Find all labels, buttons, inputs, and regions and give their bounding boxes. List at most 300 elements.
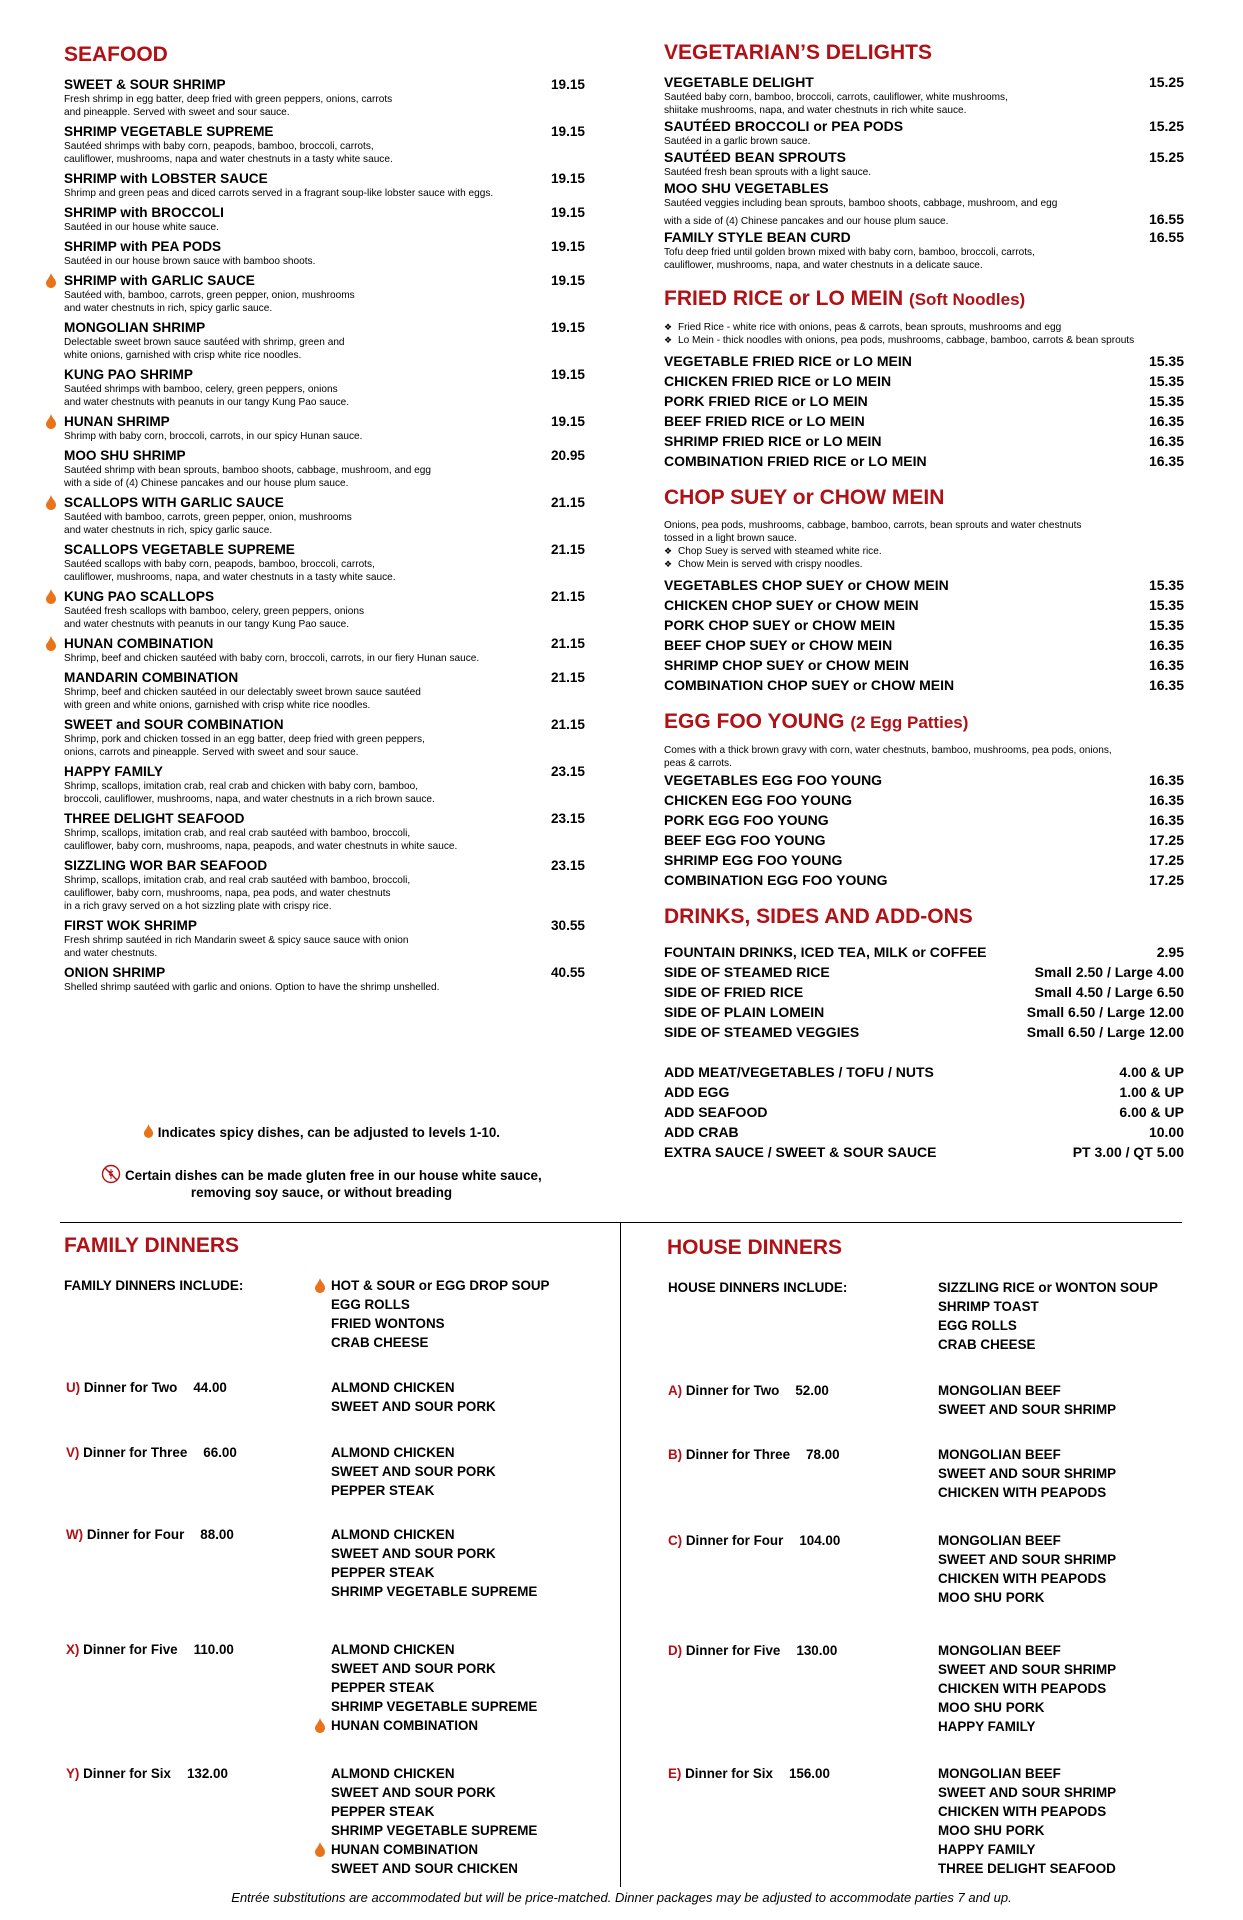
menu-item-name: SAUTÉED BEAN SPROUTS — [664, 149, 847, 165]
menu-item-name: BEEF EGG FOO YOUNG — [664, 832, 826, 848]
menu-item-name: MOO SHU SHRIMP — [64, 448, 186, 463]
section-divider-horizontal — [60, 1222, 1182, 1223]
menu-item-description: Sautéed shrimps with baby corn, peapods, bamboo, broccoli, carrots, cauliflower, mushrooms, napa and water chestnuts in a tasty white sauce. — [64, 141, 393, 165]
dinner-price: 156.00 — [788, 1766, 830, 1781]
menu-item-description: Sautéed veggies including bean sprouts, bamboo shoots, cabbage, mushroom, and egg — [664, 198, 1058, 209]
menu-item-description: Sautéed in our house brown sauce with bamboo shoots. — [64, 256, 316, 267]
menu-item-price: Small 4.50 / Large 6.50 — [1034, 984, 1184, 1000]
menu-item-name: SIDE OF FRIED RICE — [664, 984, 804, 1000]
dinner-include-item: CRAB CHEESE — [938, 1337, 1036, 1352]
menu-item-price: 21.15 — [550, 717, 585, 732]
dinner-dish: SWEET AND SOUR PORK — [331, 1661, 496, 1676]
menu-item-row — [64, 319, 585, 336]
menu-item — [64, 238, 585, 268]
menu-item-price: 15.35 — [1148, 597, 1184, 613]
chop-suey-section — [664, 485, 1184, 695]
dinner-include-item: FRIED WONTONS — [331, 1316, 445, 1331]
menu-item-row — [64, 170, 585, 187]
menu-item-price: Small 6.50 / Large 12.00 — [1026, 1004, 1184, 1020]
menu-item-description: Sautéed with bamboo, carrots, green pepper, onion, mushrooms and water chestnuts in rich, spicy garlic sauce. — [64, 512, 352, 536]
dinner-label: Dinner for Six — [83, 1766, 171, 1781]
egg-foo-young-heading: EGG FOO YOUNG (2 Egg Patties) — [664, 710, 969, 733]
menu-item-row — [64, 763, 585, 780]
menu-item-description: Shrimp with baby corn, broccoli, carrots, in our spicy Hunan sauce. — [64, 431, 363, 442]
menu-item — [64, 204, 585, 234]
dinner-dish: SWEET AND SOUR PORK — [331, 1464, 496, 1479]
menu-item-price: 15.25 — [1148, 118, 1184, 134]
menu-item-row — [664, 575, 1184, 595]
menu-item — [664, 1102, 1184, 1122]
dinner-dish: MONGOLIAN BEEF — [938, 1766, 1061, 1781]
menu-item — [664, 870, 1184, 890]
egg-foo-young-section — [664, 709, 1184, 890]
menu-item-name: VEGETABLE FRIED RICE or LO MEIN — [664, 353, 912, 369]
menu-item — [664, 229, 1184, 272]
menu-item — [64, 366, 585, 409]
dinner-dish: SWEET AND SOUR SHRIMP — [938, 1402, 1117, 1417]
dinner-include-item: SHRIMP TOAST — [938, 1299, 1039, 1314]
dinner-dish: CHICKEN WITH PEAPODS — [938, 1804, 1107, 1819]
menu-item-name: EXTRA SAUCE / SWEET & SOUR SAUCE — [664, 1144, 937, 1160]
dinner-letter: U) — [66, 1380, 81, 1395]
dinner-dish: MONGOLIAN BEEF — [938, 1383, 1061, 1398]
menu-item-price: 30.55 — [550, 918, 585, 933]
note-bullet: ❖ Chow Mein is served with crispy noodles. — [664, 558, 1184, 571]
menu-item-price: 6.00 & UP — [1119, 1104, 1184, 1120]
menu-item-row — [664, 351, 1184, 371]
dinner-label: Dinner for Six — [685, 1766, 773, 1781]
dinner-dish: ALMOND CHICKEN — [331, 1380, 455, 1395]
menu-item-name: ONION SHRIMP — [64, 965, 166, 980]
note-bullet: ❖ Lo Mein - thick noodles with onions, pea pods, mushrooms, cabbage, bamboo, carrots & bean sprouts — [664, 334, 1184, 347]
dinner-dish: MOO SHU PORK — [938, 1590, 1045, 1605]
menu-item — [664, 942, 1184, 962]
house-dinners-include-label: HOUSE DINNERS INCLUDE: — [668, 1280, 848, 1295]
dinner-letter: C) — [668, 1533, 683, 1548]
menu-item — [64, 413, 585, 443]
dinner-price: 110.00 — [193, 1642, 234, 1657]
menu-item-name: BEEF CHOP SUEY or CHOW MEIN — [664, 637, 893, 653]
chop-suey-list — [664, 575, 1184, 695]
menu-item — [664, 615, 1184, 635]
right-column — [664, 40, 1184, 1162]
menu-item-row — [664, 180, 1184, 197]
menu-item — [64, 272, 585, 315]
addons-list — [664, 1062, 1184, 1162]
menu-item-row — [64, 272, 585, 289]
menu-item-name: CHICKEN FRIED RICE or LO MEIN — [664, 373, 892, 389]
dinner-include-item: SIZZLING RICE or WONTON SOUP — [938, 1280, 1158, 1295]
menu-item-row — [664, 790, 1184, 810]
gluten-legend-line1: Certain dishes can be made gluten free in our house white sauce, — [125, 1168, 542, 1183]
menu-item — [664, 1002, 1184, 1022]
menu-item-price: 15.25 — [1148, 149, 1184, 165]
dinner-package-label — [668, 1641, 837, 1660]
menu-item-row — [664, 451, 1184, 471]
menu-item-row — [664, 942, 1184, 962]
dinner-dish: MONGOLIAN BEEF — [938, 1533, 1061, 1548]
menu-item-price: 19.15 — [550, 367, 585, 382]
menu-item — [664, 982, 1184, 1002]
menu-item-description: Fresh shrimp in egg batter, deep fried with green peppers, onions, carrots and pineapple. Served with sweet and sour sauce. — [64, 94, 393, 118]
menu-item-price: 2.95 — [1156, 944, 1184, 960]
menu-item — [664, 371, 1184, 391]
menu-item-row — [64, 857, 585, 874]
menu-item — [664, 391, 1184, 411]
spicy-icon — [45, 414, 57, 429]
menu-item-name: MONGOLIAN SHRIMP — [64, 320, 206, 335]
dinner-price: 130.00 — [796, 1643, 838, 1658]
drinks-section — [664, 904, 1184, 1162]
menu-item — [664, 810, 1184, 830]
menu-item-description: Delectable sweet brown sauce sautéed with shrimp, green and white onions, garnished with crisp white rice noodles. — [64, 337, 345, 361]
menu-item — [664, 595, 1184, 615]
dinner-price: 132.00 — [186, 1766, 228, 1781]
menu-item-name: SHRIMP with LOBSTER SAUCE — [64, 171, 268, 186]
menu-item-row — [664, 982, 1184, 1002]
menu-item — [664, 351, 1184, 371]
dinner-dish: SHRIMP VEGETABLE SUPREME — [331, 1823, 538, 1838]
menu-item-name: SHRIMP FRIED RICE or LO MEIN — [664, 433, 882, 449]
menu-item-row — [664, 74, 1184, 91]
menu-item — [664, 1082, 1184, 1102]
dinner-dish: ALMOND CHICKEN — [331, 1445, 455, 1460]
menu-item — [664, 1022, 1184, 1042]
menu-item-name: CHICKEN EGG FOO YOUNG — [664, 792, 852, 808]
menu-item-price: 15.35 — [1148, 353, 1184, 369]
menu-item — [664, 962, 1184, 982]
house-dinners-heading: HOUSE DINNERS — [667, 1236, 843, 1259]
dinner-dish: SHRIMP VEGETABLE SUPREME — [331, 1699, 538, 1714]
dinner-price: 52.00 — [795, 1383, 829, 1398]
menu-item-name: SWEET & SOUR SHRIMP — [64, 77, 226, 92]
menu-item — [664, 118, 1184, 148]
menu-item-row — [664, 595, 1184, 615]
menu-item-row — [664, 770, 1184, 790]
menu-item — [64, 857, 585, 913]
menu-item-price: 16.35 — [1148, 453, 1184, 469]
menu-item-description: Sautéed scallops with baby corn, peapods, bamboo, broccoli, carrots, cauliflower, mushrooms, napa, and water chestnuts in a tasty white sauce. — [64, 559, 396, 583]
menu-item-row — [64, 964, 585, 981]
menu-item-description: Sautéed shrimps with bamboo, celery, green peppers, onions and water chestnuts with peanuts in our tangy Kung Pao sauce. — [64, 384, 350, 408]
dinner-dish: SWEET AND SOUR CHICKEN — [331, 1861, 518, 1876]
dinner-dish: CHICKEN WITH PEAPODS — [938, 1485, 1107, 1500]
menu-item-row — [64, 716, 585, 733]
dinner-dish: PEPPER STEAK — [331, 1483, 435, 1498]
dinner-letter: E) — [668, 1766, 682, 1781]
menu-item-name: HUNAN COMBINATION — [64, 635, 213, 652]
dinner-letter: V) — [66, 1445, 80, 1460]
seafood-list — [64, 76, 585, 994]
menu-item-row — [664, 371, 1184, 391]
menu-item-price: 23.15 — [550, 811, 585, 826]
menu-item-row — [64, 588, 585, 605]
footer-note: Entrée substitutions are accommodated but will be price-matched. Dinner packages may be adjusted to accommodate parties 7 and up. — [231, 1890, 1012, 1905]
dinner-dishes-list — [938, 1764, 1116, 1878]
menu-item-price: 23.15 — [550, 764, 585, 779]
menu-item — [64, 810, 585, 853]
menu-item-price: 4.00 & UP — [1119, 1064, 1184, 1080]
dinner-dish: SWEET AND SOUR PORK — [331, 1785, 496, 1800]
menu-item-name: KUNG PAO SCALLOPS — [64, 588, 214, 605]
menu-item-name: FOUNTAIN DRINKS, ICED TEA, MILK or COFFEE — [664, 944, 987, 960]
menu-item-price: 17.25 — [1148, 852, 1184, 868]
menu-item-row — [664, 118, 1184, 135]
dinner-package-label — [66, 1764, 228, 1783]
spicy-legend — [64, 1124, 579, 1141]
menu-item-description: Fresh shrimp sautéed in rich Mandarin sweet & spicy sauce sauce with onion and water chestnuts. — [64, 935, 409, 959]
menu-item-row — [664, 1022, 1184, 1042]
menu-item-price: 17.25 — [1148, 872, 1184, 888]
spicy-icon — [143, 1125, 158, 1140]
dinner-dish: ALMOND CHICKEN — [331, 1766, 455, 1781]
menu-item-row — [664, 1142, 1184, 1162]
menu-item-price: Small 6.50 / Large 12.00 — [1026, 1024, 1184, 1040]
menu-item — [664, 1142, 1184, 1162]
menu-item-name: SHRIMP with GARLIC SAUCE — [64, 272, 255, 289]
menu-item-row — [664, 810, 1184, 830]
menu-item-description: Shrimp and green peas and diced carrots served in a fragrant soup-like lobster sauce with eggs. — [64, 188, 494, 199]
dinner-dish: SWEET AND SOUR PORK — [331, 1546, 496, 1561]
menu-item-price: 10.00 — [1148, 1124, 1184, 1140]
menu-item-price: 21.15 — [550, 636, 585, 651]
dinner-label: Dinner for Five — [83, 1642, 178, 1657]
menu-item-name: SIDE OF STEAMED VEGGIES — [664, 1024, 860, 1040]
menu-item-name: CHICKEN CHOP SUEY or CHOW MEIN — [664, 597, 919, 613]
dinner-label: Dinner for Three — [685, 1447, 791, 1462]
dinner-label: Dinner for Two — [685, 1383, 780, 1398]
menu-item-row — [664, 635, 1184, 655]
dinner-includes-list — [938, 1278, 1158, 1354]
menu-item — [664, 1062, 1184, 1082]
menu-item-price: 16.55 — [1148, 229, 1184, 245]
menu-item-name: VEGETABLE DELIGHT — [664, 74, 814, 90]
dinner-dish: ALMOND CHICKEN — [331, 1527, 455, 1542]
menu-item-price: 16.35 — [1148, 792, 1184, 808]
menu-item-price: 15.35 — [1148, 373, 1184, 389]
dinner-package-label — [668, 1531, 840, 1550]
spicy-icon — [314, 1842, 326, 1857]
menu-item-price: 17.25 — [1148, 832, 1184, 848]
menu-item — [664, 770, 1184, 790]
menu-item — [64, 917, 585, 960]
menu-item-name: THREE DELIGHT SEAFOOD — [64, 811, 245, 826]
menu-item-name: ADD MEAT/VEGETABLES / TOFU / NUTS — [664, 1064, 934, 1080]
dinner-include-item: EGG ROLLS — [331, 1297, 410, 1312]
menu-item-price: 16.35 — [1148, 413, 1184, 429]
menu-item — [664, 635, 1184, 655]
menu-item-price: 21.15 — [550, 589, 585, 604]
dinner-dishes-list — [938, 1445, 1116, 1502]
menu-item-description: Shelled shrimp sautéed with garlic and onions. Option to have the shrimp unshelled. — [64, 982, 440, 993]
dinner-label: Dinner for Five — [685, 1643, 781, 1658]
menu-item-name: VEGETABLES EGG FOO YOUNG — [664, 772, 883, 788]
vegetarian-section — [664, 40, 1184, 272]
dinner-letter: B) — [668, 1447, 683, 1462]
dinner-package-label — [668, 1381, 829, 1400]
vegetarian-heading: VEGETARIAN’S DELIGHTS — [664, 41, 932, 64]
menu-item-name: SHRIMP with PEA PODS — [64, 239, 222, 254]
menu-item-name: HAPPY FAMILY — [64, 764, 163, 779]
menu-item-price: 19.15 — [550, 239, 585, 254]
spicy-icon — [314, 1718, 326, 1733]
spicy-icon — [45, 636, 57, 651]
menu-item — [64, 76, 585, 119]
drinks-list — [664, 942, 1184, 1042]
menu-item-name: PORK CHOP SUEY or CHOW MEIN — [664, 617, 896, 633]
menu-item-description: Shrimp, scallops, imitation crab, real crab and chicken with baby corn, bamboo, broccoli, cauliflower, mushrooms, napa, and water chestnuts in a rich brown sauce. — [64, 781, 435, 805]
menu-item-price: PT 3.00 / QT 5.00 — [1072, 1144, 1184, 1160]
dinner-dish: MOO SHU PORK — [938, 1823, 1045, 1838]
egg-foo-young-desc: Comes with a thick brown gravy with corn, water chestnuts, bamboo, mushrooms, pea pods, onions, peas & carrots. — [664, 745, 1112, 769]
menu-item-price: 21.15 — [550, 670, 585, 685]
dinner-dishes-list — [331, 1640, 537, 1735]
menu-item-name: SCALLOPS VEGETABLE SUPREME — [64, 542, 295, 557]
dinner-price: 44.00 — [193, 1380, 227, 1395]
menu-item-description: Shrimp, pork and chicken tossed in an egg batter, deep fried with green peppers, onions, carrots and pineapple. Served with sweet and sour sauce. — [64, 734, 425, 758]
menu-item-name: SAUTÉED BROCCOLI or PEA PODS — [664, 118, 904, 134]
menu-item-price: Small 2.50 / Large 4.00 — [1034, 964, 1184, 980]
menu-item-row — [664, 850, 1184, 870]
menu-item-name: SIDE OF PLAIN LOMEIN — [664, 1004, 825, 1020]
dinner-include-item: EGG ROLLS — [938, 1318, 1017, 1333]
dinner-dish: PEPPER STEAK — [331, 1680, 435, 1695]
dinner-dish: THREE DELIGHT SEAFOOD — [938, 1861, 1116, 1876]
menu-item-description: Sautéed in our house white sauce. — [64, 222, 219, 233]
menu-item-name: SIDE OF STEAMED RICE — [664, 964, 830, 980]
menu-item — [664, 655, 1184, 675]
menu-item-name: FIRST WOK SHRIMP — [64, 918, 197, 933]
dinner-dish: SWEET AND SOUR PORK — [331, 1399, 496, 1414]
dinner-price: 88.00 — [200, 1527, 234, 1542]
menu-item — [64, 494, 585, 537]
menu-item-row — [664, 211, 1184, 228]
menu-item — [664, 675, 1184, 695]
menu-item-row — [64, 447, 585, 464]
menu-item-price: 16.35 — [1148, 812, 1184, 828]
spicy-icon — [45, 273, 57, 288]
menu-item — [64, 123, 585, 166]
menu-item-row — [664, 1102, 1184, 1122]
spicy-icon — [45, 495, 57, 510]
dinner-dish: SHRIMP VEGETABLE SUPREME — [331, 1584, 538, 1599]
dinner-dish: MONGOLIAN BEEF — [938, 1447, 1061, 1462]
menu-item-row — [64, 494, 585, 511]
menu-item — [664, 211, 1184, 228]
fried-rice-list — [664, 351, 1184, 471]
menu-item-description: Shrimp, scallops, imitation crab, and real crab sautéed with bamboo, broccoli, cauliflower, baby corn, mushrooms, napa, peapods, and water chestnuts in white sauce. — [64, 828, 458, 852]
menu-item-price: 19.15 — [550, 320, 585, 335]
menu-item-row — [64, 635, 585, 652]
menu-item-row — [64, 123, 585, 140]
menu-item-price: 16.35 — [1148, 772, 1184, 788]
menu-item — [664, 1122, 1184, 1142]
dinner-package-label — [66, 1443, 237, 1462]
dinner-dish: MOO SHU PORK — [938, 1700, 1045, 1715]
dinner-letter: W) — [66, 1527, 84, 1542]
menu-item-name: VEGETABLES CHOP SUEY or CHOW MEIN — [664, 577, 949, 593]
menu-item-name: PORK EGG FOO YOUNG — [664, 812, 829, 828]
dinner-dishes-list — [938, 1531, 1116, 1607]
menu-item — [64, 319, 585, 362]
menu-item-name: SHRIMP with BROCCOLI — [64, 205, 224, 220]
menu-item-row — [664, 1062, 1184, 1082]
dinner-dish: HAPPY FAMILY — [938, 1842, 1036, 1857]
menu-item-price: 19.15 — [550, 414, 585, 429]
menu-item-description: Sautéed shrimp with bean sprouts, bamboo shoots, cabbage, mushroom, and egg with a side of (4) Chinese pancakes and our house plum sauce. — [64, 465, 431, 489]
menu-item-description: Shrimp, beef and chicken sautéed with baby corn, broccoli, carrots, in our fiery Hunan sauce. — [64, 653, 480, 664]
menu-item — [64, 763, 585, 806]
menu-item-price: 16.55 — [1148, 211, 1184, 227]
spicy-legend-text: Indicates spicy dishes, can be adjusted to levels 1-10. — [157, 1125, 501, 1140]
menu-item — [664, 575, 1184, 595]
menu-item — [64, 170, 585, 200]
menu-item — [664, 180, 1184, 210]
menu-item-name: PORK FRIED RICE or LO MEIN — [664, 393, 868, 409]
family-dinners-include-label: FAMILY DINNERS INCLUDE: — [64, 1278, 244, 1293]
dinner-letter: X) — [66, 1642, 80, 1657]
menu-item-name: COMBINATION FRIED RICE or LO MEIN — [664, 453, 927, 469]
menu-item-row — [664, 391, 1184, 411]
menu-item-name: ADD EGG — [664, 1084, 730, 1100]
dinner-dishes-list — [938, 1641, 1116, 1736]
menu-item-name: HUNAN SHRIMP — [64, 413, 170, 430]
menu-item — [64, 447, 585, 490]
dinner-include-item: CRAB CHEESE — [331, 1335, 429, 1350]
dinner-dish: PEPPER STEAK — [331, 1804, 435, 1819]
menu-item-row — [664, 1082, 1184, 1102]
note-bullet: ❖ Chop Suey is served with steamed white rice. — [664, 545, 1184, 558]
dinner-price: 104.00 — [799, 1533, 841, 1548]
dinner-dish: SWEET AND SOUR SHRIMP — [938, 1466, 1117, 1481]
menu-item-description: Shrimp, scallops, imitation crab, and real crab sautéed with bamboo, broccoli, cauliflower, baby corn, mushrooms, napa, pea pods, and water chestnuts in a rich gravy served on a hot sizzling plate with crispy rice. — [64, 875, 411, 912]
menu-item-price: 16.35 — [1148, 657, 1184, 673]
menu-item-price: 16.35 — [1148, 433, 1184, 449]
menu-item — [64, 635, 585, 665]
menu-item-row — [664, 229, 1184, 246]
egg-foo-young-list — [664, 770, 1184, 890]
menu-item-row — [664, 870, 1184, 890]
menu-item — [64, 588, 585, 631]
menu-item-price: 19.15 — [550, 124, 585, 139]
dinner-package-label — [66, 1640, 234, 1659]
menu-item — [664, 431, 1184, 451]
menu-item-row — [664, 1122, 1184, 1142]
dinner-includes-list — [331, 1276, 550, 1352]
dinner-dish: CHICKEN WITH PEAPODS — [938, 1571, 1107, 1586]
menu-item-name: COMBINATION EGG FOO YOUNG — [664, 872, 888, 888]
menu-item-description: Sautéed with, bamboo, carrots, green pepper, onion, mushrooms and water chestnuts in rich, spicy garlic sauce. — [64, 290, 355, 314]
dinner-package-label — [668, 1445, 840, 1464]
menu-item — [664, 790, 1184, 810]
menu-item-price: 15.35 — [1148, 577, 1184, 593]
gluten-free-icon — [101, 1168, 125, 1183]
menu-item-name: SHRIMP VEGETABLE SUPREME — [64, 124, 274, 139]
menu-item-price: 21.15 — [550, 542, 585, 557]
gluten-legend — [64, 1164, 579, 1201]
menu-item-name: SIZZLING WOR BAR SEAFOOD — [64, 858, 268, 873]
menu-item-price: 40.55 — [550, 965, 585, 980]
dinner-price: 66.00 — [203, 1445, 237, 1460]
menu-item-row — [664, 830, 1184, 850]
vegetarian-list — [664, 74, 1184, 272]
dinner-label: Dinner for Three — [83, 1445, 188, 1460]
dinner-dish: ALMOND CHICKEN — [331, 1642, 455, 1657]
dinner-dish: SWEET AND SOUR SHRIMP — [938, 1552, 1117, 1567]
menu-item-name: ADD CRAB — [664, 1124, 739, 1140]
menu-item-description: Sautéed baby corn, bamboo, broccoli, carrots, cauliflower, white mushrooms, shiitake mushrooms, napa, and water chestnuts in rich white sauce. — [664, 92, 1008, 116]
dinner-dish: MONGOLIAN BEEF — [938, 1643, 1061, 1658]
